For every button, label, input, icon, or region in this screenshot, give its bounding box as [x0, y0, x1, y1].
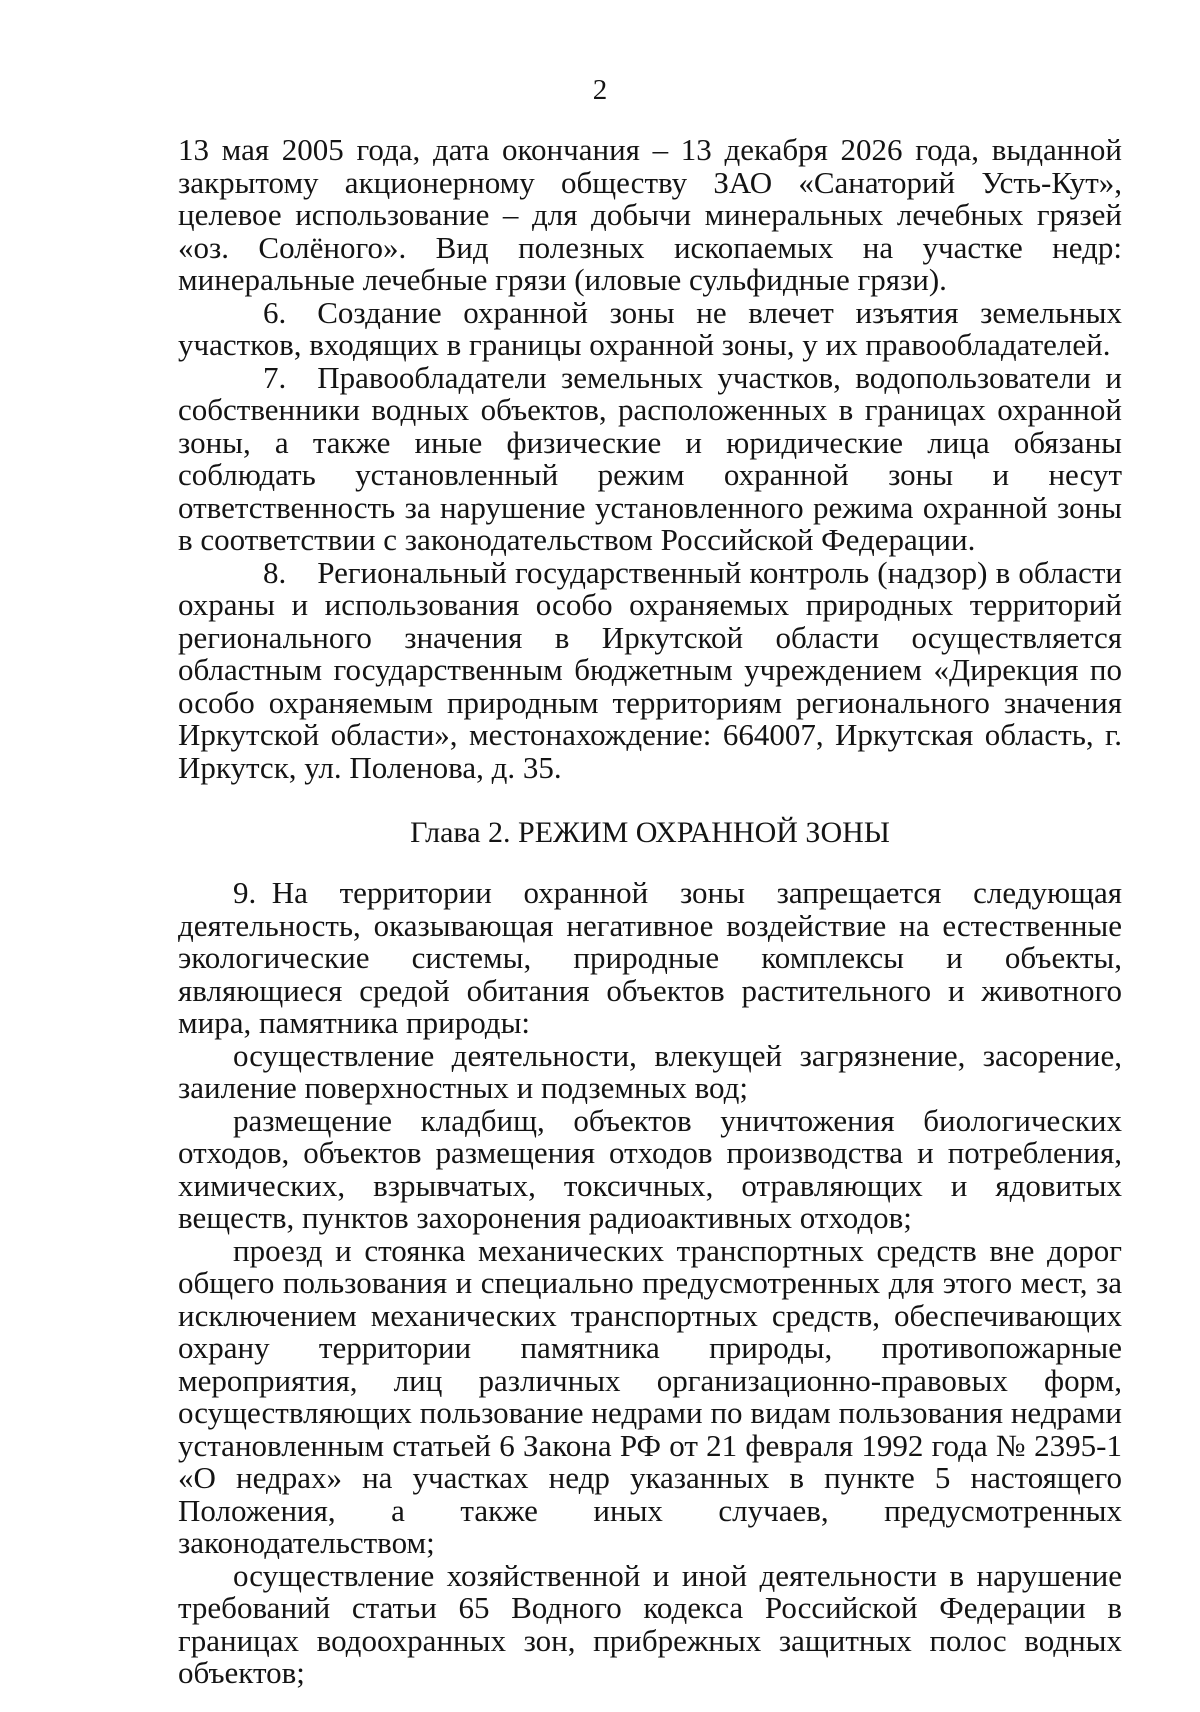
- paragraph-7: 7. Правообладатели земельных участков, водопользователи и собственники водных объектов, расположенных в границах охранной зоны, а также иные физические и юридические лица обязаны соблюдать установленный режим охранной зоны и несут ответственность за нарушение установленного режима охранной зоны в соответствии с законодательством Российской Федерации.: [178, 359, 1122, 557]
- paragraph-8: 8. Региональный государственный контроль (надзор) в области охраны и использования особо охраняемых природных территорий регионального значения в Иркутской области осуществляется областным государственным бюджетным учреждением «Дирекция по особо охраняемым природным территориям регионального значения Иркутской области», местонахождение: 664007, Иркутская область, г. Иркутск, ул. Поленова, д. 35.: [178, 554, 1122, 785]
- list-item: проезд и стоянка механических транспортных средств вне дорог общего пользования и специально предусмотренных для этого мест, за исключением механических транспортных средств, обеспечивающих охрану территории памятника природы, противопожарные мероприятия, лиц различных организационно-правовых форм, осуществляющих пользование недрами по видам пользования недрами установленным статьей 6 Закона РФ от 21 февраля 1992 года № 2395-1 «О недрах» на участках недр указанных в пункте 5 настоящего Положения, а также иных случаев, предусмотренных законодательством;: [178, 1232, 1122, 1560]
- list-item: осуществление деятельности, влекущей загрязнение, засорение, заиление поверхностных и подземных вод;: [178, 1037, 1122, 1105]
- paragraph-9: 9. На территории охранной зоны запрещается следующая деятельность, оказывающая негативное воздействие на естественные экологические системы, природные комплексы и объекты, являющиеся средой обитания объектов растительного и животного мира, памятника природы:: [178, 875, 1122, 1040]
- list-item: размещение кладбищ, объектов уничтожения биологических отходов, объектов размещения отходов производства и потребления, химических, взрывчатых, токсичных, отравляющих и ядовитых веществ, пунктов захоронения радиоактивных отходов;: [178, 1102, 1122, 1235]
- chapter-heading: Глава 2. РЕЖИМ ОХРАННОЙ ЗОНЫ: [410, 816, 890, 849]
- paragraph-6: 6. Создание охранной зоны не влечет изъятия земельных участков, входящих в границы охранной зоны, у их правообладателей.: [178, 294, 1122, 362]
- list-item: осуществление хозяйственной и иной деятельности в нарушение требований статьи 65 Водного кодекса Российской Федерации в границах водоохранных зон, прибрежных защитных полос водных объектов;: [178, 1557, 1122, 1690]
- page-number: 2: [592, 74, 608, 106]
- document-body: [178, 134, 1122, 1690]
- paragraph-5-continuation: 13 мая 2005 года, дата окончания – 13 декабря 2026 года, выданной закрытому акционерному обществу ЗАО «Санаторий Усть-Кут», целевое использование – для добычи минеральных лечебных грязей «оз. Солёного». Вид полезных ископаемых на участке недр: минеральные лечебные грязи (иловые сульфидные грязи).: [178, 132, 1122, 297]
